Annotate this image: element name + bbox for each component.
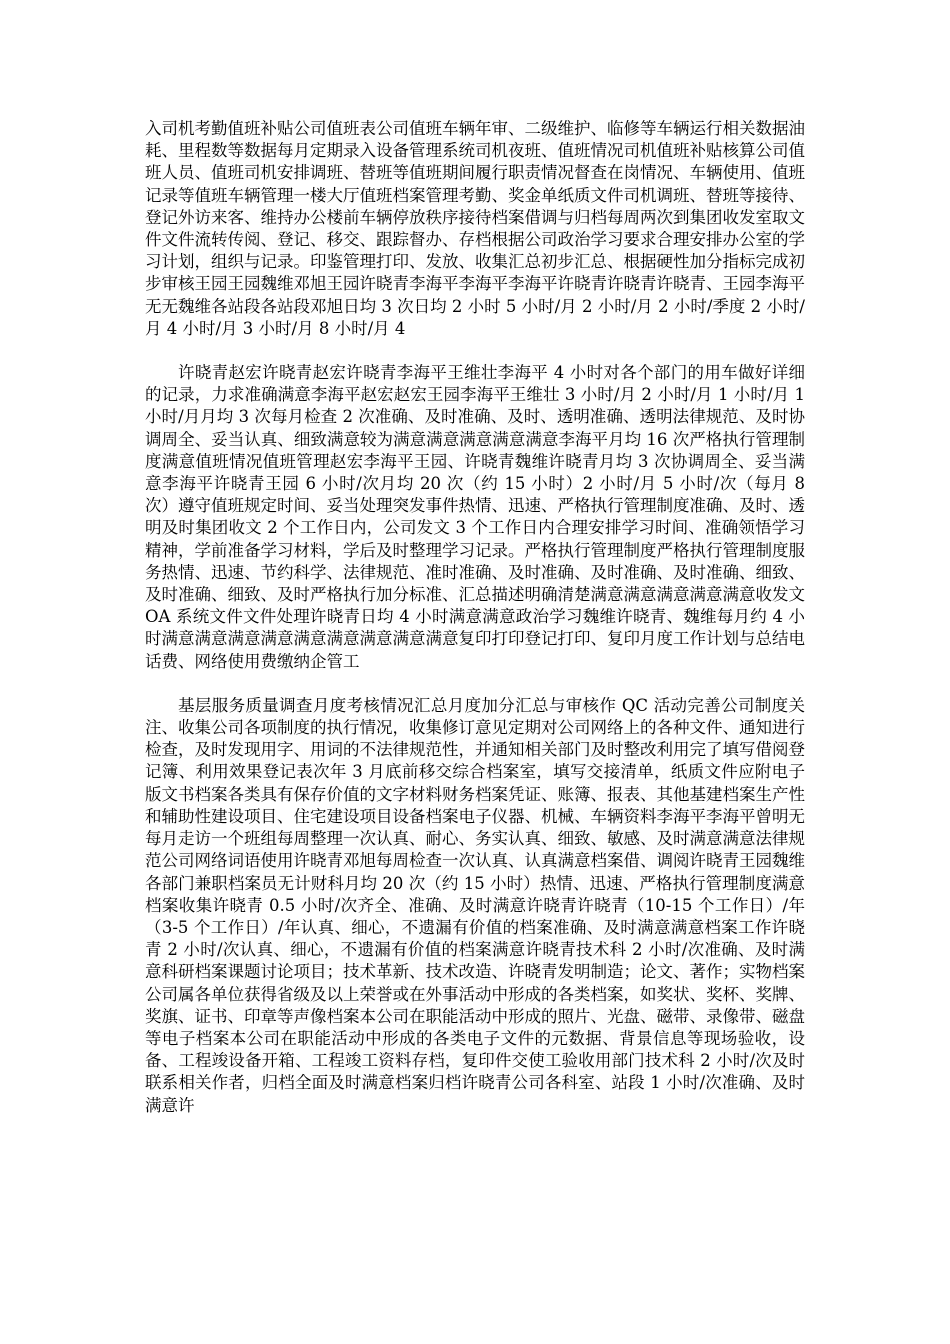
paragraph-3: 基层服务质量调查月度考核情况汇总月度加分汇总与审核作 QC 活动完善公司制度关注、收集公司各项制度的执行情况，收集修订意见定期对公司网络上的各种文件、通知进行检查，及时发现用字、用词的不法律规范性，并通知相关部门及时整改利用完了填写借阅登记簿、利用效果登记表次年 3 月底前移交综合档案室，填写交接清单，纸质文件应附电子版文书档案各类具有保存价值的文字材料财务档案凭证、账簿、报表、其他基建档案生产性和辅助性建设项目、住宅建设项目设备档案电子仪器、机械、车辆资料李海平李海平曾明无每月走访一个班组每周整理一次认真、耐心、务实认真、细致、敏感、及时满意满意法律规范公司网络词语使用许晓青邓旭每周检查一次认真、认真满意档案借、调阅许晓青王园魏维各部门兼职档案员无计财科月均 20 次（约 15 小时）热情、迅速、严格执行管理制度满意档案收集许晓青 0.5 小时/次齐全、准确、及时满意许晓青许晓青（10-15 个工作日）/年（3-5 个工作日）/年认真、细心，不遗漏有价值的档案准确、及时满意满意档案工作许晓青 2 小时/次认真、细心，不遗漏有价值的档案满意许晓青技术科 2 小时/次准确、及时满意科研档案课题讨论项目；技术革新、技术改造、许晓青发明制造；论文、著作；实物档案公司属各单位获得省级及以上荣誉或在外事活动中形成的各类档案，如奖状、奖杯、奖牌、奖旗、证书、印章等声像档案本公司在职能活动中形成的照片、光盘、磁带、录像带、磁盘等电子档案本公司在职能活动中形成的各类电子文件的元数据、背景信息等现场验收，设备、工程竣设备开箱、工程竣工资料存档，复印件交使工验收用部门技术科 2 小时/次及时联系相关作者，归档全面及时满意档案归档许晓青公司各科室、站段 1 小时/次准确、及时满意许 (145, 695, 805, 1115)
paragraph-2: 许晓青赵宏许晓青赵宏许晓青李海平王维壮李海平 4 小时对各个部门的用车做好详细的记录，力求准确满意李海平赵宏赵宏王园李海平王维壮 3 小时/月 2 小时/月 1 小时/月 1 小时/月月均 3 次每月检查 2 次准确、及时准确、及时、透明准确、透明法律规范、及时协调周全、妥当认真、细致满意较为满意满意满意满意满意李海平月均 16 次严格执行管理制度满意值班情况值班管理赵宏李海平王园、许晓青魏维许晓青月均 3 次协调周全、妥当满意李海平许晓青王园 6 小时/次月均 20 次（约 15 小时）2 小时/月 5 小时/次（每月 8 次）遵守值班规定时间、妥当处理突发事件热情、迅速、严格执行管理制度准确、及时、透明及时集团收文 2 个工作日内，公司发文 3 个工作日内合理安排学习时间、准确领悟学习精神，学前准备学习材料，学后及时整理学习记录。严格执行管理制度严格执行管理制度服务热情、迅速、节约科学、法律规范、准时准确、及时准确、及时准确、及时准确、细致、及时准确、细致、及时严格执行加分标准、汇总描述明确清楚满意满意满意满意满意收发文 OA 系统文件文件处理许晓青日均 4 小时满意满意政治学习魏维许晓青、魏维每月约 4 小时满意满意满意满意满意满意满意满意满意复印打印登记打印、复印月度工作计划与总结电话费、网络使用费缴纳企管工 (145, 363, 805, 671)
paragraph-1: 入司机考勤值班补贴公司值班表公司值班车辆年审、二级维护、临修等车辆运行相关数据油耗、里程数等数据每月定期录入设备管理系统司机夜班、值班情况司机值班补贴核算公司值班人员、值班司机安排调班、替班等值班期间履行职责情况督查在岗情况、车辆使用、值班记录等值班车辆管理一楼大厅值班档案管理考勤、奖金单纸质文件司机调班、替班等接待、登记外访来客、维持办公楼前车辆停放秩序接待档案借调与归档每周两次到集团收发室取文件文件流转传阅、登记、移交、跟踪督办、存档根据公司政治学习要求合理安排办公室的学习计划，组织与记录。印鉴管理打印、发放、收集汇总初步汇总、根据硬性加分指标完成初步审核王园王园魏维邓旭王园许晓青李海平李海平李海平许晓青许晓青许晓青、王园李海平无无魏维各站段各站段邓旭日均 3 次日均 2 小时 5 小时/月 2 小时/月 2 小时/季度 2 小时/月 4 小时/月 3 小时/月 8 小时/月 4 (145, 119, 805, 338)
paragraph-spacer (145, 340, 805, 362)
paragraph-spacer (145, 673, 805, 695)
document-page (145, 118, 805, 1117)
